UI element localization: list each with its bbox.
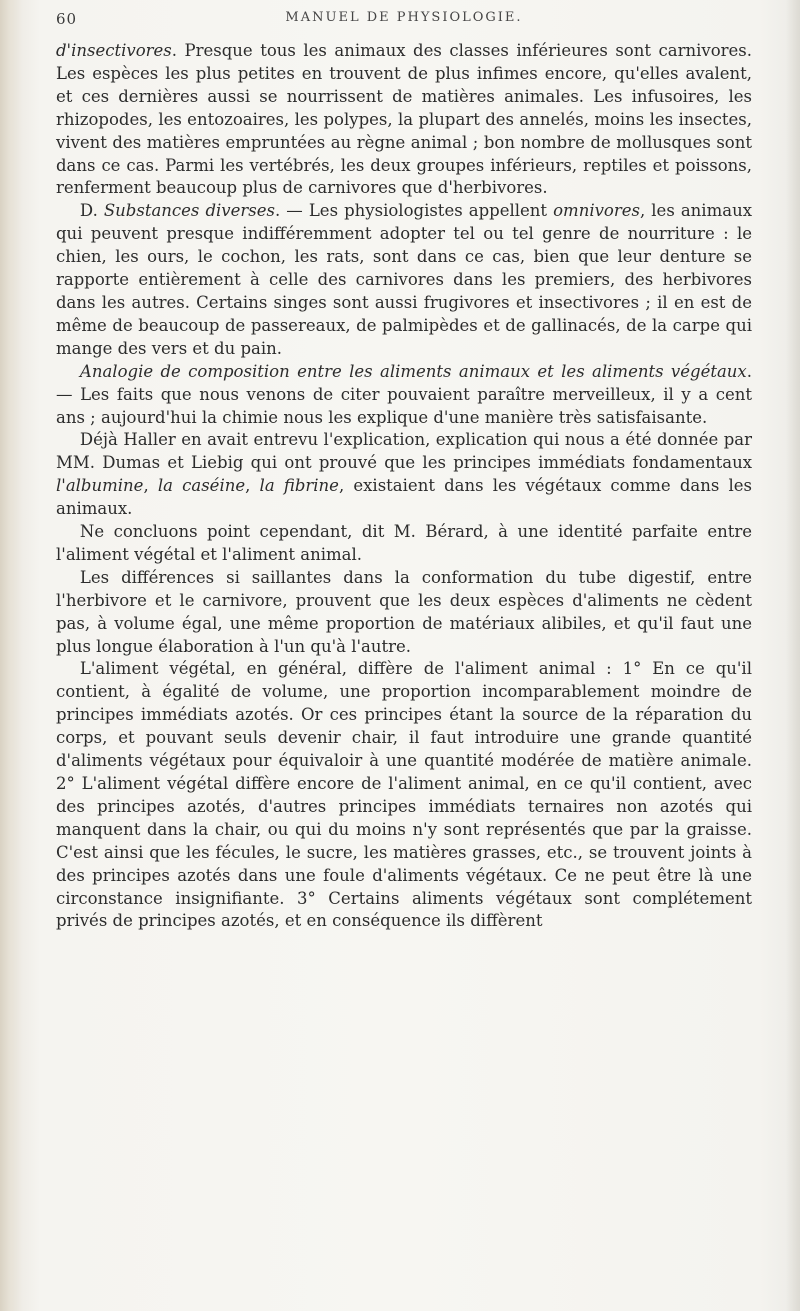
text-run: , bbox=[143, 476, 158, 496]
paragraph bbox=[56, 658, 752, 933]
body-text bbox=[56, 40, 752, 933]
italic-term: la fibrine bbox=[259, 476, 339, 496]
paragraph bbox=[56, 40, 752, 200]
text-run: L'aliment végétal, en général, diffère de l'aliment animal : 1° En ce qu'il contient, à égalité de volume, une proportion incomparablement moindre de principes immédiats azotés. Or ces principes étant la source de la réparation du corps, et pouvant seuls devenir chair, il faut introduire une grande quantité d'aliments végétaux pour équivaloir à une quantité modérée de matière animale. 2° L'aliment végétal diffère encore de l'aliment animal, en ce qu'il contient, avec des principes azotés, d'autres principes immédiats ternaires non azotés qui manquent dans la chair, ou qui du moins n'y sont représentés que par la graisse. C'est ainsi que les fécules, le sucre, les matières grasses, etc., se trouvent joints à des principes azotés dans une foule d'aliments végétaux. Ce ne peut être là une circonstance insignifiante. 3° Certains aliments végétaux sont complétement privés de principes azotés, et en conséquence ils diffèrent bbox=[56, 659, 752, 931]
page-number: 60 bbox=[56, 10, 78, 28]
text-run: Ne concluons point cependant, dit M. Bérard, à une identité parfaite entre l'aliment végétal et l'aliment animal. bbox=[56, 522, 752, 564]
text-run: , existaient dans les végétaux comme dans les animaux. bbox=[56, 476, 752, 519]
text-run: , les animaux qui peuvent presque indifféremment adopter tel ou tel genre de nourriture : le chien, les ours, le cochon, les rats, sont dans ce cas, bien que leur denture se rapporte entièrement à celle des carnivores dans les premiers, des herbivores dans les autres. Certains singes sont aussi frugivores et insectivores ; il en est de même de beaucoup de passereaux, de palmipèdes et de gallinacés, de la carpe qui mange des vers et du pain. bbox=[56, 201, 753, 358]
italic-term: l'albumine bbox=[56, 476, 144, 496]
page-gutter-shadow bbox=[0, 0, 22, 1311]
italic-term: d'insectivores bbox=[56, 41, 172, 60]
section-heading: Analogie de composition entre les aliments animaux et les aliments végétaux bbox=[79, 361, 747, 381]
paragraph bbox=[56, 200, 752, 360]
paragraph bbox=[56, 567, 752, 659]
italic-term: omnivores bbox=[553, 201, 640, 221]
paragraph bbox=[56, 429, 752, 521]
text-run: . — Les physiologistes appellent bbox=[274, 201, 554, 221]
paragraph bbox=[56, 521, 752, 567]
text-run: . Presque tous les animaux des classes inférieures sont carnivores. Les espèces les plus petites en trouvent de plus infimes encore, qu'elles avalent, et ces dernières aussi se nourrissent de matières animales. Les infusoires, les rhizopodes, les entozoaires, les polypes, la plupart des annelés, moins les insectes, vivent des matières empruntées au règne animal ; bon nombre de mollusques sont dans ce cas. Parmi les vertébrés, les deux groupes inférieurs, reptiles et poissons, renferment beaucoup plus de carnivores que d'herbivores. bbox=[56, 41, 752, 198]
section-heading: Substances diverses bbox=[103, 201, 275, 221]
paragraph bbox=[56, 361, 752, 430]
section-letter: D. bbox=[79, 201, 104, 221]
text-run: . — Les faits que nous venons de citer pouvaient paraître merveilleux, il y a cent ans ; aujourd'hui la chimie nous les explique d'une manière très satisfaisante. bbox=[56, 361, 752, 427]
page-edge-shadow bbox=[786, 0, 800, 1311]
running-title: MANUEL DE PHYSIOLOGIE. bbox=[285, 10, 523, 25]
page-header bbox=[56, 10, 752, 34]
text-run: Déjà Haller en avait entrevu l'explication, explication qui nous a été donnée par MM. Dumas et Liebig qui ont prouvé que les principes immédiats fondamentaux bbox=[56, 430, 752, 473]
text-run: , bbox=[245, 476, 260, 496]
text-run: Les différences si saillantes dans la conformation du tube digestif, entre l'herbivore et le carnivore, prouvent que les deux espèces d'aliments ne cèdent pas, à volume égal, une même proportion de matériaux alibiles, et qu'il faut une plus longue élaboration à l'un qu'à l'autre. bbox=[56, 567, 752, 656]
italic-term: la caséine bbox=[157, 476, 246, 496]
